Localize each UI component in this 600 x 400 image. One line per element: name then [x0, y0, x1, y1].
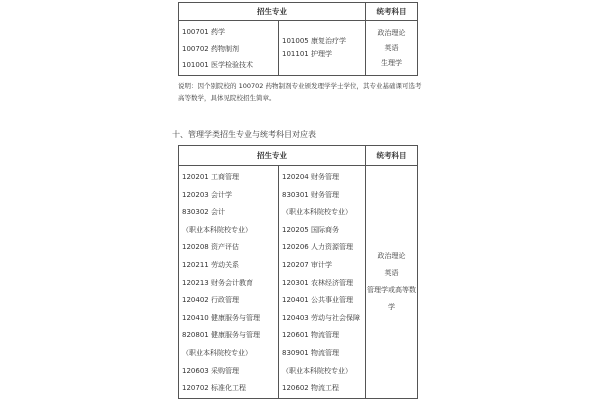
major-item: 100701 药学: [182, 28, 225, 36]
major-item: 820801 健康服务与管理: [182, 331, 260, 340]
right-majors-cell: [279, 166, 366, 399]
major-header: 招生专业: [179, 146, 366, 166]
major-item: （职业本科院校专业）: [282, 366, 352, 375]
major-item: 120301 农林经济管理: [282, 278, 353, 287]
major-item: 120401 公共事业管理: [282, 296, 353, 305]
major-item: 101101 护理学: [282, 50, 332, 58]
note-text: 说明：因个别院校的 100702 药物制剂专业颁发理学学士学位，其专业基础课可选考高等数学，具体见院校招生简章。: [178, 82, 422, 102]
major-item: 120402 行政管理: [182, 296, 239, 305]
exam-subject: 英语: [384, 268, 399, 277]
exam-subjects-header: 统考科目: [366, 3, 418, 21]
major-item: 120208 资产评估: [182, 243, 239, 252]
major-item: 120602 物流工程: [282, 384, 339, 393]
major-item: 120205 国际商务: [282, 225, 339, 234]
exam-subject: 学: [388, 302, 395, 311]
exam-subjects-header: 统考科目: [366, 146, 418, 166]
major-item: 120603 采购管理: [182, 366, 239, 375]
medical-majors-table: [178, 2, 418, 76]
major-item: 120201 工商管理: [182, 173, 239, 181]
major-header: 招生专业: [179, 3, 366, 21]
major-item: 830901 物流管理: [282, 348, 339, 357]
major-item: （职业本科院校专业）: [282, 208, 352, 217]
major-item: 101005 康复治疗学: [282, 37, 346, 45]
exam-subject: 生理学: [381, 58, 402, 67]
major-item: 120207 审计学: [282, 260, 332, 269]
major-item: 120211 劳动关系: [182, 260, 239, 269]
major-item: 120206 人力资源管理: [282, 243, 353, 252]
major-item: 830302 会计: [182, 208, 225, 217]
exam-subjects-cell: [366, 166, 418, 399]
management-majors-table: [178, 145, 418, 399]
exam-subjects-cell: [366, 21, 418, 76]
exam-subject: 政治理论: [377, 251, 406, 260]
major-item: 120203 会计学: [182, 190, 232, 199]
major-item: 100702 药物制剂: [182, 44, 239, 53]
major-item: （职业本科院校专业）: [182, 348, 252, 357]
major-item: （职业本科院校专业）: [182, 225, 252, 234]
exam-subject: 政治理论: [377, 28, 406, 37]
exam-subject: 英语: [384, 43, 399, 52]
exam-subject: 管理学或高等数: [367, 285, 416, 294]
major-item: 120702 标准化工程: [182, 384, 246, 393]
major-item: 120601 物流管理: [282, 331, 339, 340]
section-heading: 十、管理学类招生专业与统考科目对应表: [172, 130, 316, 139]
major-item: 120403 劳动与社会保障: [282, 313, 360, 322]
major-item: 120410 健康服务与管理: [182, 313, 260, 322]
left-majors-cell: [179, 166, 279, 399]
major-item: 120213 财务会计教育: [182, 278, 253, 287]
left-majors-cell: [179, 21, 279, 76]
major-item: 830301 财务管理: [282, 190, 339, 199]
major-item: 101001 医学检验技术: [182, 60, 253, 69]
right-majors-cell: [279, 21, 366, 76]
major-item: 120204 财务管理: [282, 173, 339, 181]
